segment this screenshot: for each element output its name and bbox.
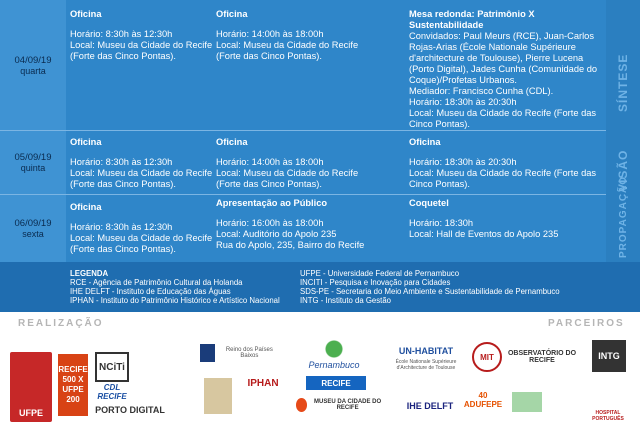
event-title: Apresentação ao Público: [216, 198, 328, 208]
event-line: Horário: 8:30h às 12:30h: [70, 222, 173, 232]
museu-icon: [296, 398, 307, 412]
day-weekday: quinta: [20, 163, 46, 173]
day-weekday: sexta: [22, 229, 44, 239]
event-line: Horário: 18:30h: [409, 218, 474, 228]
event-line: Cinco Pontas).: [409, 119, 470, 129]
legend-item: UFPE - Universidade Federal de Pernambuco: [300, 269, 460, 278]
event-cell: [216, 137, 396, 190]
event-line: Horário: 14:00h às 18:00h: [216, 157, 324, 167]
event-title: Oficina: [216, 9, 248, 19]
event-line: Local: Museu da Cidade do Recife: [70, 168, 213, 178]
cdl-recife-logo: CDL RECIFE: [97, 383, 127, 401]
legend-title: LEGENDA: [70, 269, 109, 278]
event-title: Oficina: [70, 137, 102, 147]
event-title: Mesa redonda: Patrimônio X Sustentabilidade: [409, 9, 535, 30]
legend-item: IPHAN - Instituto do Patrimônio Histórico e Artístico Nacional: [70, 296, 280, 305]
recife-500-ufpe-200-logo: RECIFE 500 X UFPE 200: [58, 354, 88, 416]
mit-logo: MIT: [472, 342, 502, 372]
legend-item: INCITI - Pesquisa e Inovação para Cidades: [300, 278, 451, 287]
iphan-logo: IPHAN: [247, 378, 279, 389]
event-line: Local: Museu da Cidade do Recife (Forte das: [409, 108, 597, 118]
day-date: 05/09/19: [14, 152, 52, 163]
day-date: 04/09/19: [14, 54, 52, 66]
event-line: Local: Museu da Cidade do Recife (Forte das: [409, 168, 597, 178]
recife-logo: RECIFE: [306, 376, 366, 390]
side-labels-strip: [606, 0, 640, 262]
event-line: Horário: 8:30h às 12:30h: [70, 29, 173, 39]
intg-logo: INTG: [592, 340, 626, 372]
ensa-toulouse-logo: École Nationale Supérieure d'Architecture de Toulouse: [395, 359, 457, 371]
event-line: Mediador: Francisco Cunha (CDL).: [409, 86, 554, 96]
porto-digital-logo: PORTO DIGITAL: [95, 405, 165, 415]
event-line: Local: Auditório do Apolo 235: [216, 229, 337, 239]
nciti-logo: NCiTi: [95, 352, 129, 382]
legend-item: RCE - Agência de Patrimônio Cultural da Holanda: [70, 278, 243, 287]
event-title: Oficina: [70, 202, 102, 212]
event-line: Local: Hall de Eventos do Apolo 235: [409, 229, 559, 239]
event-cell: [409, 198, 604, 240]
placeholder-partner-logo: [204, 378, 232, 414]
day-cell: [0, 131, 66, 194]
event-line: Horário: 16:00h às 18:00h: [216, 218, 324, 228]
side-label-sintese: SÍNTESE: [616, 53, 630, 112]
un-habitat-logo: UN-HABITAT: [398, 346, 454, 356]
row-divider: [0, 130, 606, 131]
realizacao-title: REALIZAÇÃO: [18, 318, 104, 329]
event-cell: [216, 198, 401, 251]
event-line: (Forte das Cinco Pontas).: [70, 179, 176, 189]
event-cell: [70, 137, 213, 190]
logo-label: MUSEU DA CIDADE DO RECIFE: [314, 399, 382, 411]
event-title: Oficina: [409, 137, 441, 147]
day-cell: [0, 0, 66, 130]
event-line: Horário: 18:30h às 20:30h: [409, 157, 517, 167]
day-date: 06/09/19: [14, 218, 52, 229]
legend-item: INTG - Instituto da Gestão: [300, 296, 392, 305]
event-line: Local: Museu da Cidade do Recife: [70, 233, 213, 243]
event-title: Coquetel: [409, 198, 449, 208]
event-cell: [409, 137, 604, 190]
event-line: Rua do Apolo, 235, Bairro do Recife: [216, 240, 365, 250]
event-cell: [409, 9, 604, 130]
observatorio-recife-logo: OBSERVATÓRIO DO RECIFE: [507, 350, 577, 364]
legend-right: [300, 269, 560, 305]
event-cell: [70, 9, 213, 62]
ufpe-logo: UFPE: [10, 352, 52, 422]
event-line: Rojas-Arias (École Nationale Supérieure: [409, 42, 576, 52]
parceiros-title: PARCEIROS: [548, 318, 625, 329]
event-title: Oficina: [70, 9, 102, 19]
legend-panel: [0, 262, 640, 312]
event-line: Local: Museu da Cidade do Recife: [216, 40, 359, 50]
event-line: d'architecture de Toulouse), Pierre Lucena: [409, 53, 584, 63]
dutch-crest-icon: [200, 344, 215, 362]
legend-item: SDS-PE - Secretaria do Meio Ambiente e Sustentabilidade de Pernambuco: [300, 287, 560, 296]
event-cell: [216, 9, 396, 62]
event-line: Horário: 14:00h às 18:00h: [216, 29, 324, 39]
reino-paises-baixos-logo: [200, 342, 280, 364]
event-line: Convidados: Paul Meurs (RCE), Juan-Carlos: [409, 31, 594, 41]
event-line: Coque)/Profetas Urbanos.: [409, 75, 518, 85]
event-line: Horário: 18:30h às 20:30h: [409, 97, 517, 107]
legend-left: [70, 269, 280, 305]
event-line: (Forte das Cinco Pontas).: [70, 51, 176, 61]
event-title: Oficina: [216, 137, 248, 147]
event-line: Local: Museu da Cidade do Recife: [216, 168, 359, 178]
sponsors-section: [0, 312, 640, 433]
day-weekday: quarta: [20, 65, 46, 76]
placeholder-partner-logo: [512, 392, 542, 412]
event-line: (Forte das Cinco Pontas).: [216, 51, 322, 61]
museu-cidade-recife-logo: [296, 396, 384, 414]
event-line: (Forte das Cinco Pontas).: [216, 179, 322, 189]
logo-label: Reino dos Países Baixos: [225, 347, 273, 359]
side-label-visao: VISÃO: [616, 149, 630, 192]
legend-item: IHE DELFT - Instituto de Educação das Águas: [70, 287, 231, 296]
event-line: Local: Museu da Cidade do Recife: [70, 40, 213, 50]
side-label-propagacao: PROPAGAÇÃO: [618, 175, 629, 258]
event-line: (Forte das Cinco Pontas).: [70, 244, 176, 254]
event-line: Horário: 8:30h às 12:30h: [70, 157, 173, 167]
event-line: (Porto Digital), Jades Cunha (Comunidade do: [409, 64, 598, 74]
pernambuco-logo: Pernambuco: [302, 340, 366, 370]
event-line: Cinco Pontas).: [409, 179, 470, 189]
adufepe-logo: 40 ADUFEPE: [463, 391, 503, 409]
row-divider: [0, 194, 606, 195]
event-cell: [70, 202, 213, 255]
hospital-portugues-logo: HOSPITAL PORTUGUÊS: [592, 410, 624, 422]
ihe-delft-logo: IHE DELFT: [406, 401, 454, 411]
day-cell: [0, 195, 66, 262]
